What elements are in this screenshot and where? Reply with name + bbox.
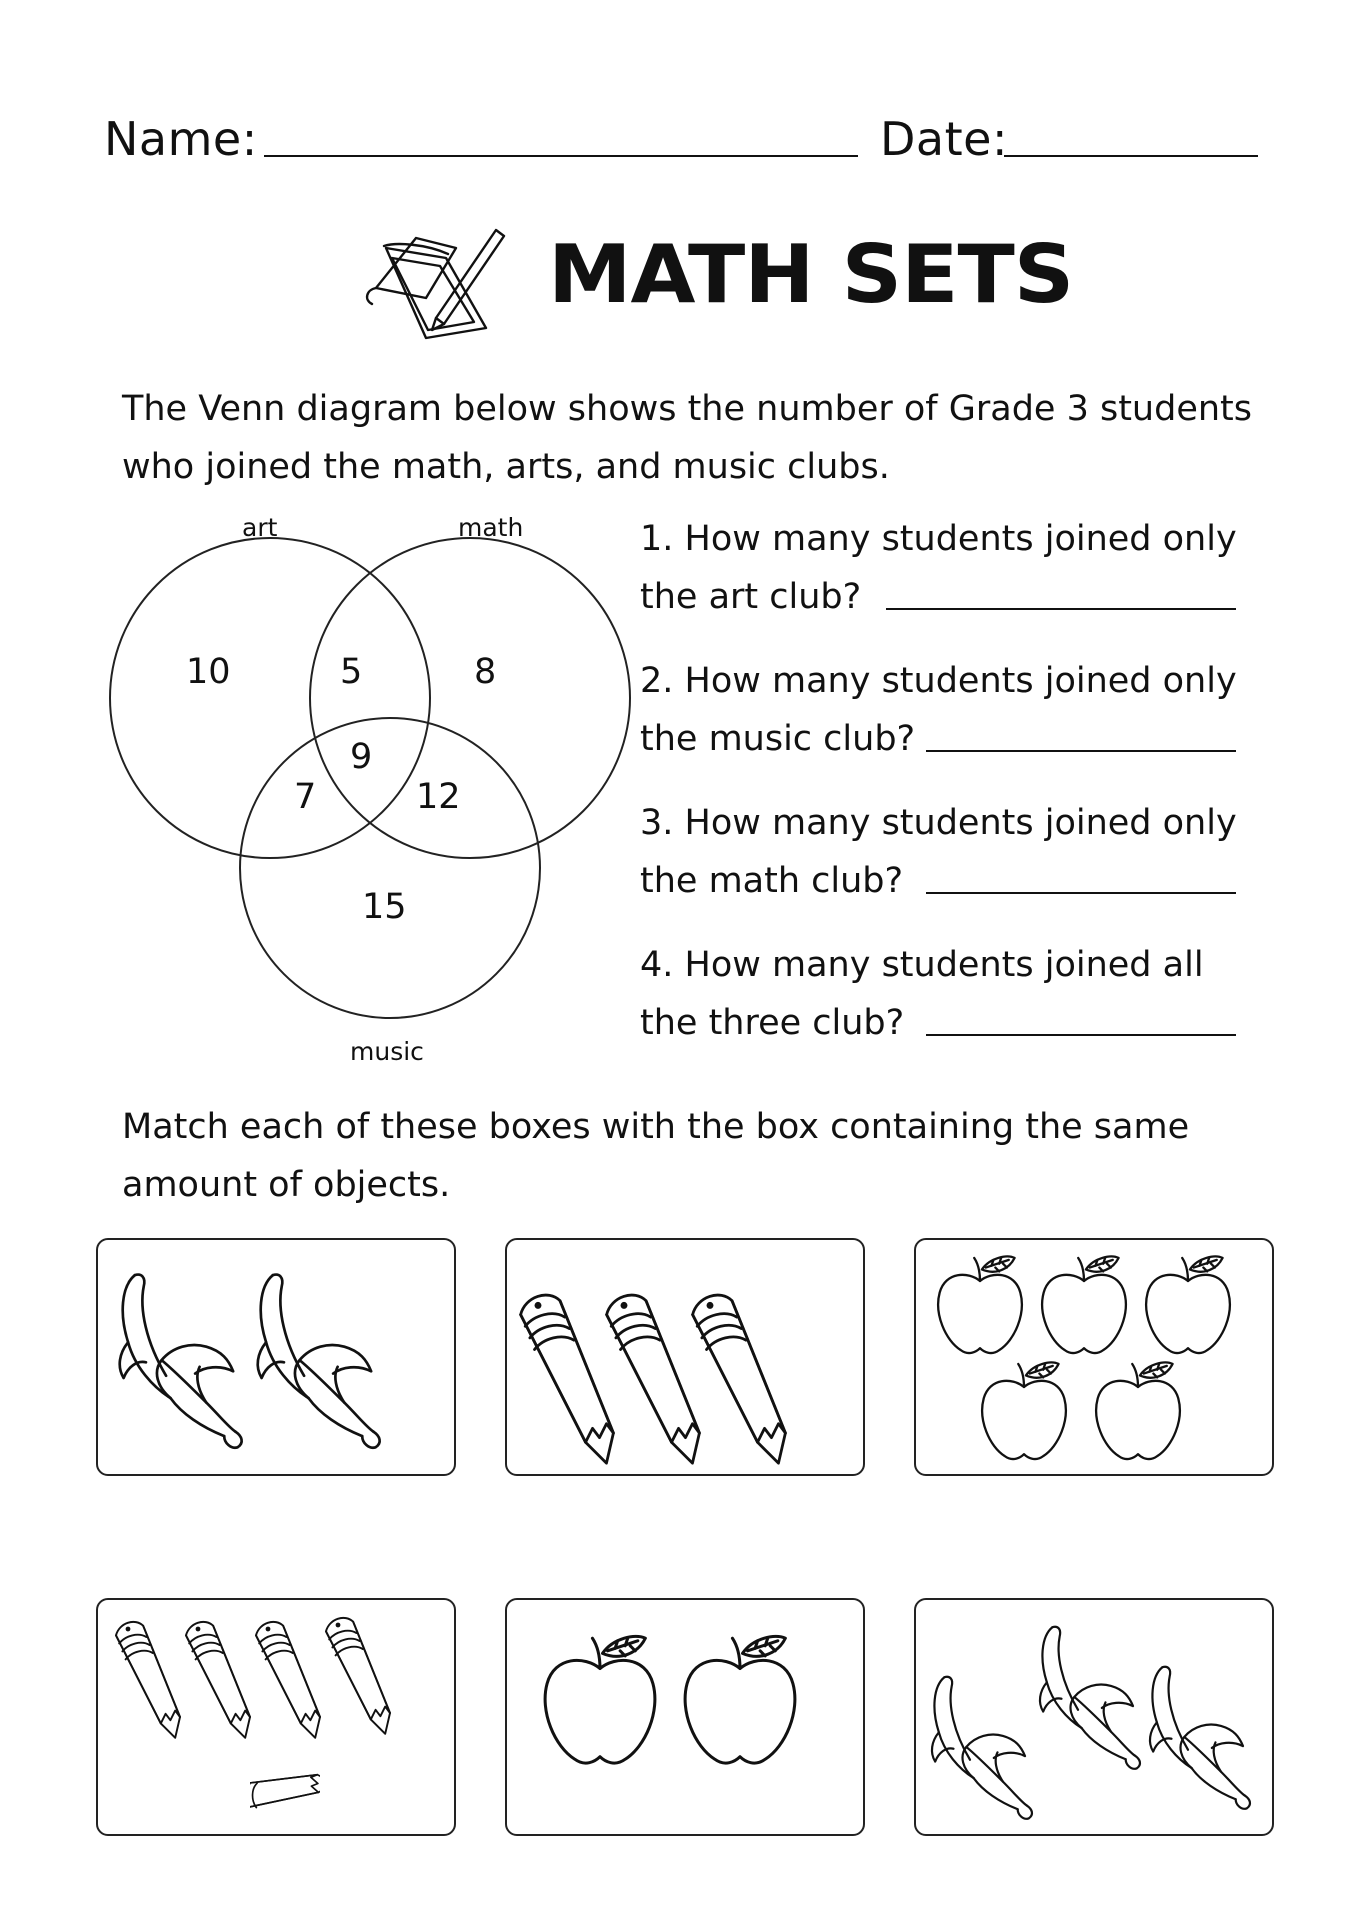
pencil-icon (250, 1720, 320, 1870)
venn-value-art-math: 5 (340, 652, 363, 692)
venn-value-art-music: 7 (294, 777, 317, 817)
pencil-icon (108, 1612, 188, 1742)
apple-icon (1090, 1358, 1186, 1464)
name-input-line[interactable] (264, 155, 858, 157)
name-label: Name: (104, 112, 258, 166)
pencil-icon (318, 1608, 398, 1738)
apple-icon (1036, 1252, 1132, 1358)
intro-line-1: The Venn diagram below shows the number of Grade 3 students (122, 389, 1252, 429)
match-box-top-1[interactable] (96, 1238, 456, 1476)
pencil-icon (178, 1612, 258, 1742)
venn-circle-math (310, 538, 630, 858)
match-box-top-2[interactable] (505, 1238, 865, 1476)
venn-circle-art (110, 538, 430, 858)
venn-value-art-only: 10 (186, 652, 231, 692)
banana-icon (250, 1264, 385, 1454)
venn-label-art: art (242, 513, 278, 542)
question-4-line-1: 4. How many students joined all (640, 945, 1204, 985)
match-box-bottom-2[interactable] (505, 1598, 865, 1836)
banana-icon (1034, 1616, 1144, 1776)
answer-1-line[interactable] (886, 608, 1236, 610)
venn-circle-music (240, 718, 540, 1018)
answer-4-line[interactable] (926, 1034, 1236, 1036)
banana-icon (926, 1666, 1036, 1826)
date-label: Date: (880, 112, 1008, 166)
match-box-bottom-3[interactable] (914, 1598, 1274, 1836)
question-1-line-2: the art club? (640, 577, 862, 617)
banana-icon (1144, 1656, 1254, 1816)
answer-2-line[interactable] (926, 750, 1236, 752)
question-1-line-1: 1. How many students joined only (640, 519, 1237, 559)
matching-instruction-line-2: amount of objects. (122, 1165, 451, 1205)
question-2-line-2: the music club? (640, 719, 916, 759)
venn-label-math: math (458, 513, 524, 542)
question-2-line-1: 2. How many students joined only (640, 661, 1237, 701)
question-3-line-1: 3. How many students joined only (640, 803, 1237, 843)
page-title: MATH SETS (548, 228, 1074, 321)
venn-value-math-music: 12 (416, 777, 461, 817)
venn-label-music: music (350, 1037, 424, 1066)
match-box-top-3[interactable] (914, 1238, 1274, 1476)
venn-value-all-three: 9 (350, 737, 373, 777)
apple-icon (976, 1358, 1072, 1464)
question-4-line-2: the three club? (640, 1003, 905, 1043)
notepad-pencil-icon (356, 218, 506, 348)
question-3-line-2: the math club? (640, 861, 904, 901)
apple-icon (677, 1630, 803, 1770)
apple-icon (1140, 1252, 1236, 1358)
venn-value-math-only: 8 (474, 652, 497, 692)
venn-diagram (100, 500, 640, 1070)
apple-icon (537, 1630, 663, 1770)
apple-icon (932, 1252, 1028, 1358)
pencil-icon (681, 1282, 797, 1468)
venn-value-music-only: 15 (362, 887, 407, 927)
banana-icon (112, 1264, 247, 1454)
date-input-line[interactable] (1004, 155, 1258, 157)
intro-line-2: who joined the math, arts, and music clubs. (122, 447, 890, 487)
answer-3-line[interactable] (926, 892, 1236, 894)
matching-instruction-line-1: Match each of these boxes with the box containing the same (122, 1107, 1190, 1147)
match-box-bottom-1[interactable] (96, 1598, 456, 1836)
